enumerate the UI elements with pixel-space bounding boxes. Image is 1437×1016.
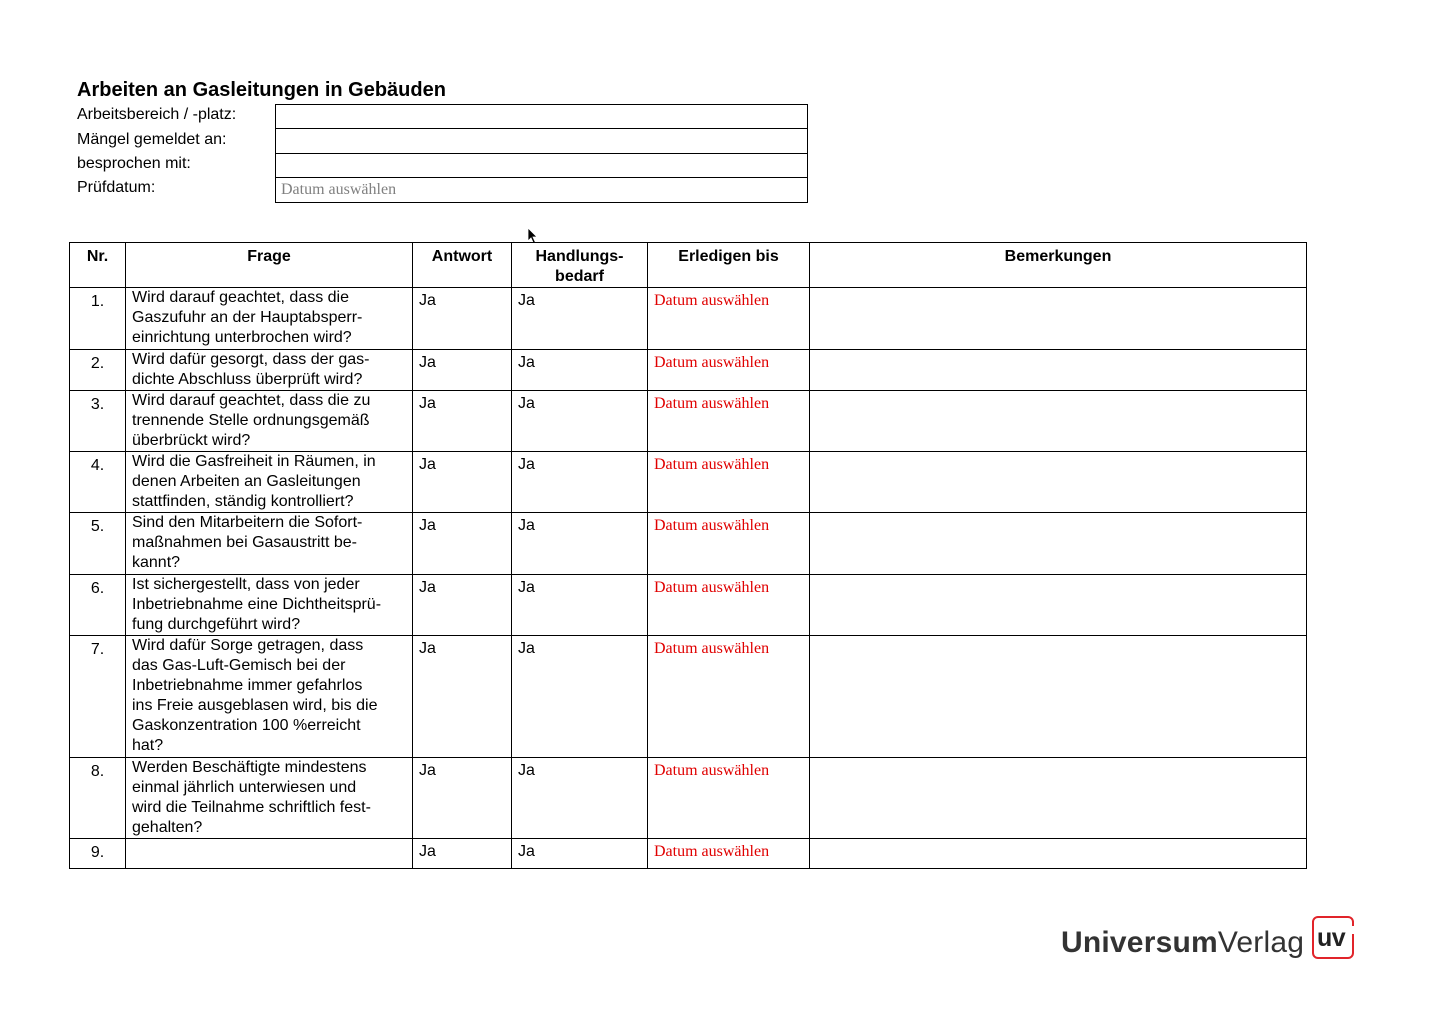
table-row (70, 839, 1307, 869)
antwort-dropdown[interactable]: Ja (413, 391, 512, 452)
handlungsbedarf-dropdown[interactable]: Ja (512, 513, 648, 575)
question-line: überbrückt wird? (132, 432, 251, 449)
question-cell (126, 391, 413, 452)
question-line: Werden Beschäftigte mindestens (132, 759, 367, 776)
meta-label-maengel: Mängel gemeldet an: (77, 131, 227, 148)
question-cell (126, 758, 413, 839)
logo-wordmark (1061, 926, 1304, 960)
header-handlungsbedarf-line2: bedarf (555, 268, 604, 285)
logo-wordmark-light: Verlag (1217, 926, 1305, 959)
question-cell (126, 513, 413, 575)
header-antwort: Antwort (413, 243, 512, 288)
bemerkungen-field[interactable] (810, 452, 1307, 513)
row-number: 8. (70, 758, 126, 839)
question-line: Gaszufuhr an der Hauptabsperr- (132, 309, 363, 326)
document-title: Arbeiten an Gasleitungen in Gebäuden (77, 79, 446, 101)
question-line: trennende Stelle ordnungsgemäß (132, 412, 370, 429)
maengel-gemeldet-field[interactable] (275, 128, 808, 154)
question-line: Inbetriebnahme eine Dichtheitsprü- (132, 596, 382, 613)
row-number: 4. (70, 452, 126, 513)
bemerkungen-field[interactable] (810, 839, 1307, 869)
question-cell (126, 350, 413, 391)
question-line: Wird die Gasfreiheit in Räumen, in (132, 453, 376, 470)
question-line: Sind den Mitarbeitern die Sofort- (132, 514, 363, 531)
handlungsbedarf-dropdown[interactable]: Ja (512, 452, 648, 513)
table-row (70, 758, 1307, 839)
header-nr: Nr. (70, 243, 126, 288)
antwort-dropdown[interactable]: Ja (413, 288, 512, 350)
question-line: dichte Abschluss überprüft wird? (132, 371, 363, 388)
row-number: 6. (70, 575, 126, 636)
table-row (70, 636, 1307, 758)
erledigen-bis-date-picker[interactable]: Datum auswählen (648, 452, 810, 513)
table-row (70, 575, 1307, 636)
question-line: Ist sichergestellt, dass von jeder (132, 576, 360, 593)
header-erledigen-bis: Erledigen bis (648, 243, 810, 288)
handlungsbedarf-dropdown[interactable]: Ja (512, 839, 648, 869)
bemerkungen-field[interactable] (810, 350, 1307, 391)
question-line: das Gas-Luft-Gemisch bei der (132, 657, 346, 674)
question-cell (126, 452, 413, 513)
question-line: Wird dafür Sorge getragen, dass (132, 637, 364, 654)
question-line: einrichtung unterbrochen wird? (132, 329, 352, 346)
bemerkungen-field[interactable] (810, 758, 1307, 839)
handlungsbedarf-dropdown[interactable]: Ja (512, 575, 648, 636)
bemerkungen-field[interactable] (810, 288, 1307, 350)
row-number: 9. (70, 839, 126, 869)
row-number: 5. (70, 513, 126, 575)
arbeitsbereich-field[interactable] (275, 104, 808, 129)
antwort-dropdown[interactable]: Ja (413, 575, 512, 636)
table-row (70, 288, 1307, 350)
question-cell (126, 839, 413, 869)
pruefdatum-date-picker[interactable]: Datum auswählen (275, 177, 808, 203)
antwort-dropdown[interactable]: Ja (413, 636, 512, 758)
question-line: ins Freie ausgeblasen wird, bis die (132, 697, 378, 714)
table-row (70, 391, 1307, 452)
erledigen-bis-date-picker[interactable]: Datum auswählen (648, 391, 810, 452)
erledigen-bis-date-picker[interactable]: Datum auswählen (648, 636, 810, 758)
handlungsbedarf-dropdown[interactable]: Ja (512, 758, 648, 839)
erledigen-bis-date-picker[interactable]: Datum auswählen (648, 758, 810, 839)
handlungsbedarf-dropdown[interactable]: Ja (512, 288, 648, 350)
handlungsbedarf-dropdown[interactable]: Ja (512, 391, 648, 452)
question-line: wird die Teilnahme schriftlich fest- (132, 799, 371, 816)
question-line: einmal jährlich unterwiesen und (132, 779, 357, 796)
question-line: Wird darauf geachtet, dass die (132, 289, 350, 306)
logo-wordmark-bold: Universum (1061, 926, 1218, 959)
question-cell (126, 288, 413, 350)
question-cell (126, 636, 413, 758)
erledigen-bis-date-picker[interactable]: Datum auswählen (648, 513, 810, 575)
header-bemerkungen: Bemerkungen (810, 243, 1307, 288)
antwort-dropdown[interactable]: Ja (413, 839, 512, 869)
antwort-dropdown[interactable]: Ja (413, 513, 512, 575)
handlungsbedarf-dropdown[interactable]: Ja (512, 636, 648, 758)
logo-mark-text: uv (1317, 924, 1346, 952)
meta-label-besprochen: besprochen mit: (77, 155, 191, 172)
header-handlungsbedarf-line1: Handlungs- (535, 248, 624, 265)
row-number: 2. (70, 350, 126, 391)
meta-label-pruefdatum: Prüfdatum: (77, 179, 156, 196)
bemerkungen-field[interactable] (810, 636, 1307, 758)
bemerkungen-field[interactable] (810, 513, 1307, 575)
handlungsbedarf-dropdown[interactable]: Ja (512, 350, 648, 391)
header-frage: Frage (126, 243, 413, 288)
question-line: Gaskonzentration 100 %erreicht (132, 717, 361, 734)
question-line: denen Arbeiten an Gasleitungen (132, 473, 361, 490)
erledigen-bis-date-picker[interactable]: Datum auswählen (648, 839, 810, 869)
row-number: 7. (70, 636, 126, 758)
row-number: 1. (70, 288, 126, 350)
meta-label-arbeitsbereich: Arbeitsbereich / -platz: (77, 106, 237, 123)
question-line: fung durchgeführt wird? (132, 616, 301, 633)
erledigen-bis-date-picker[interactable]: Datum auswählen (648, 350, 810, 391)
antwort-dropdown[interactable]: Ja (413, 452, 512, 513)
besprochen-mit-field[interactable] (275, 153, 808, 178)
uv-logo-icon (1312, 916, 1354, 959)
question-line: Wird dafür gesorgt, dass der gas- (132, 351, 370, 368)
erledigen-bis-date-picker[interactable]: Datum auswählen (648, 575, 810, 636)
table-header-row (70, 243, 1307, 288)
bemerkungen-field[interactable] (810, 391, 1307, 452)
antwort-dropdown[interactable]: Ja (413, 350, 512, 391)
row-number: 3. (70, 391, 126, 452)
table-row (70, 350, 1307, 391)
question-line: gehalten? (132, 819, 203, 836)
question-line: kannt? (132, 554, 181, 571)
question-cell (126, 575, 413, 636)
question-line: Wird darauf geachtet, dass die zu (132, 392, 371, 409)
table-row (70, 513, 1307, 575)
checklist-table (69, 242, 1307, 869)
question-line: maßnahmen bei Gasaustritt be- (132, 534, 357, 551)
antwort-dropdown[interactable]: Ja (413, 758, 512, 839)
question-line: Inbetriebnahme immer gefahrlos (132, 677, 363, 694)
erledigen-bis-date-picker[interactable]: Datum auswählen (648, 288, 810, 350)
table-row (70, 452, 1307, 513)
question-line: hat? (132, 737, 164, 754)
bemerkungen-field[interactable] (810, 575, 1307, 636)
question-line: stattfinden, ständig kontrolliert? (132, 493, 354, 510)
header-handlungsbedarf (512, 243, 648, 288)
